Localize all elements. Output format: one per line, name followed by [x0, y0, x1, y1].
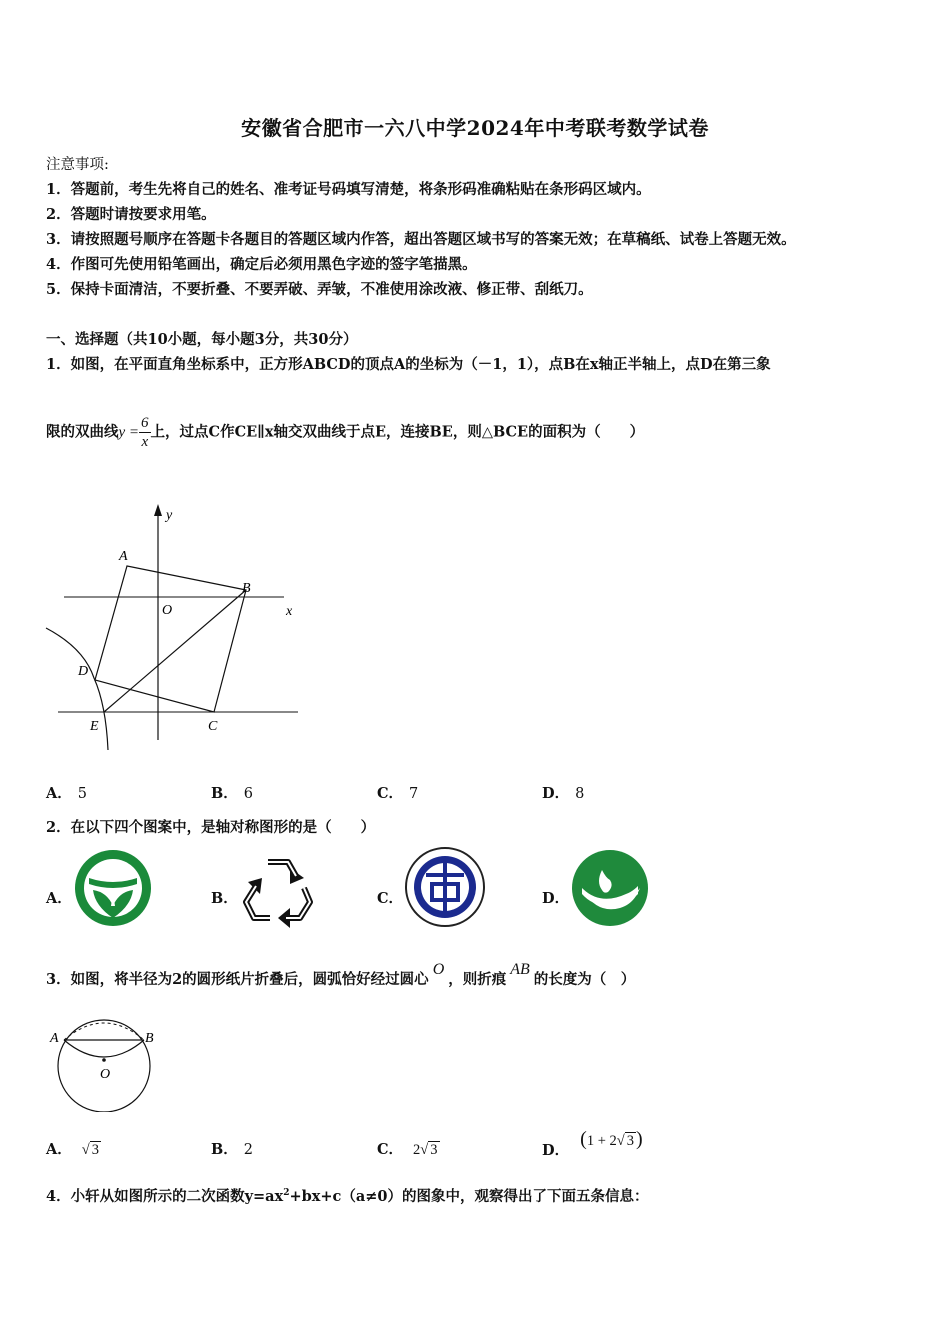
center-point [102, 1058, 106, 1062]
y-axis-arrow [154, 504, 162, 516]
q3-text-post: 的长度为（ ） [533, 971, 636, 988]
page-title: 安徽省合肥市一六八中学2024年中考联考数学试卷 [241, 116, 709, 140]
notice-heading: 注意事项: [46, 157, 109, 173]
notice-item-1: 1．答题前，考生先将自己的姓名、准考证号码填写清楚，将条形码准确粘贴在条形码区域内。 [46, 181, 651, 198]
green-water-logo-icon[interactable] [570, 848, 650, 928]
q3-option-c[interactable]: C． 2√ 3 [377, 1141, 438, 1158]
q4-text-pre: 4．小轩从如图所示的二次函数y=ax [46, 1188, 284, 1205]
q4-text [46, 1185, 649, 1206]
folded-arc [64, 1040, 144, 1057]
formula-numerator: 6 [141, 415, 149, 431]
label-a: A [119, 549, 128, 564]
blue-badge-icon[interactable] [404, 846, 486, 928]
label-c: C [208, 719, 218, 734]
radicand: 3 [91, 1142, 99, 1158]
q3-text-mid: ，则折痕 [448, 971, 507, 988]
square-abcd [95, 566, 246, 712]
q1-text-line1: 1．如图，在平面直角坐标系中，正方形ABCD的顶点A的坐标为（－1，1），点B在x轴正半轴上，点D在第三象 [46, 356, 771, 373]
formula-y: y = [118, 424, 140, 441]
notice-item-4: 4．作图可先使用铅笔画出，确定后必须用黑色字迹的签字笔描黑。 [46, 256, 477, 273]
label-b: B [145, 1031, 154, 1046]
label-e: E [90, 719, 99, 734]
q1-text-line2 [46, 414, 644, 451]
q1-text-post: 上，过点C作CE∥x轴交双曲线于点E，连接BE，则△BCE的面积为（ ） [150, 423, 645, 441]
label-d: D [78, 664, 89, 679]
q3-option-a[interactable]: A． √ 3 [46, 1141, 99, 1158]
q1-option-a[interactable]: A． 5 [46, 785, 87, 802]
notice-item-2: 2．答题时请按要求用笔。 [46, 206, 216, 223]
folded-arc-dashed [64, 1023, 144, 1040]
label-y: y [166, 508, 173, 523]
label-o: O [100, 1067, 111, 1082]
q1-option-c[interactable]: C． 7 [377, 785, 419, 802]
section-heading: 一、选择题（共10小题，每小题3分，共30分） [46, 331, 358, 348]
label-a: A [50, 1031, 59, 1046]
segment-be [104, 590, 246, 712]
recycle-icon[interactable] [238, 848, 318, 928]
q1-text-pre: 限的双曲线 [46, 423, 119, 441]
q1-figure [44, 500, 304, 760]
q1-option-b[interactable]: B． 6 [211, 785, 253, 802]
q2-option-a-label[interactable]: A． [46, 890, 72, 907]
q2-option-d-label[interactable]: D． [542, 890, 570, 907]
q4-superscript: 2 [283, 1188, 290, 1199]
label-b: B [242, 581, 251, 596]
hyperbola-curve [46, 628, 108, 750]
notice-item-3: 3．请按照题号顺序在答题卡各题目的答题区域内作答，超出答题区域书写的答案无效；在草稿纸、试卷上答题无效。 [46, 231, 796, 248]
q3-option-b[interactable]: B． 2 [211, 1141, 253, 1158]
q2-option-b-label[interactable]: B． [211, 890, 238, 907]
symbol-ab: AB [510, 961, 530, 978]
symbol-o: O [432, 961, 445, 978]
radicand: 3 [430, 1142, 438, 1158]
label-x: x [286, 604, 293, 619]
q3-option-d[interactable]: D． (1 + 2√ 3 ) [542, 1128, 643, 1159]
green-leaf-logo-icon[interactable] [73, 848, 153, 928]
q4-text-post: +bx+c（a≠0）的图象中，观察得出了下面五条信息： [289, 1188, 649, 1205]
q3-text [46, 961, 636, 989]
formula-fraction [139, 414, 151, 451]
label-o: O [162, 603, 173, 618]
q2-text: 2．在以下四个图案中，是轴对称图形的是（ ） [46, 819, 376, 836]
notice-item-5: 5．保持卡面清洁，不要折叠、不要弄破、弄皱，不准使用涂改液、修正带、刮纸刀。 [46, 281, 593, 298]
formula-denominator: x [141, 434, 149, 450]
q3-text-pre: 3．如图，将半径为2的圆形纸片折叠后，圆弧恰好经过圆心 [46, 971, 429, 988]
q3-figure [46, 1012, 166, 1112]
q1-option-d[interactable]: D． 8 [542, 785, 585, 802]
q2-option-c-label[interactable]: C． [377, 890, 404, 907]
